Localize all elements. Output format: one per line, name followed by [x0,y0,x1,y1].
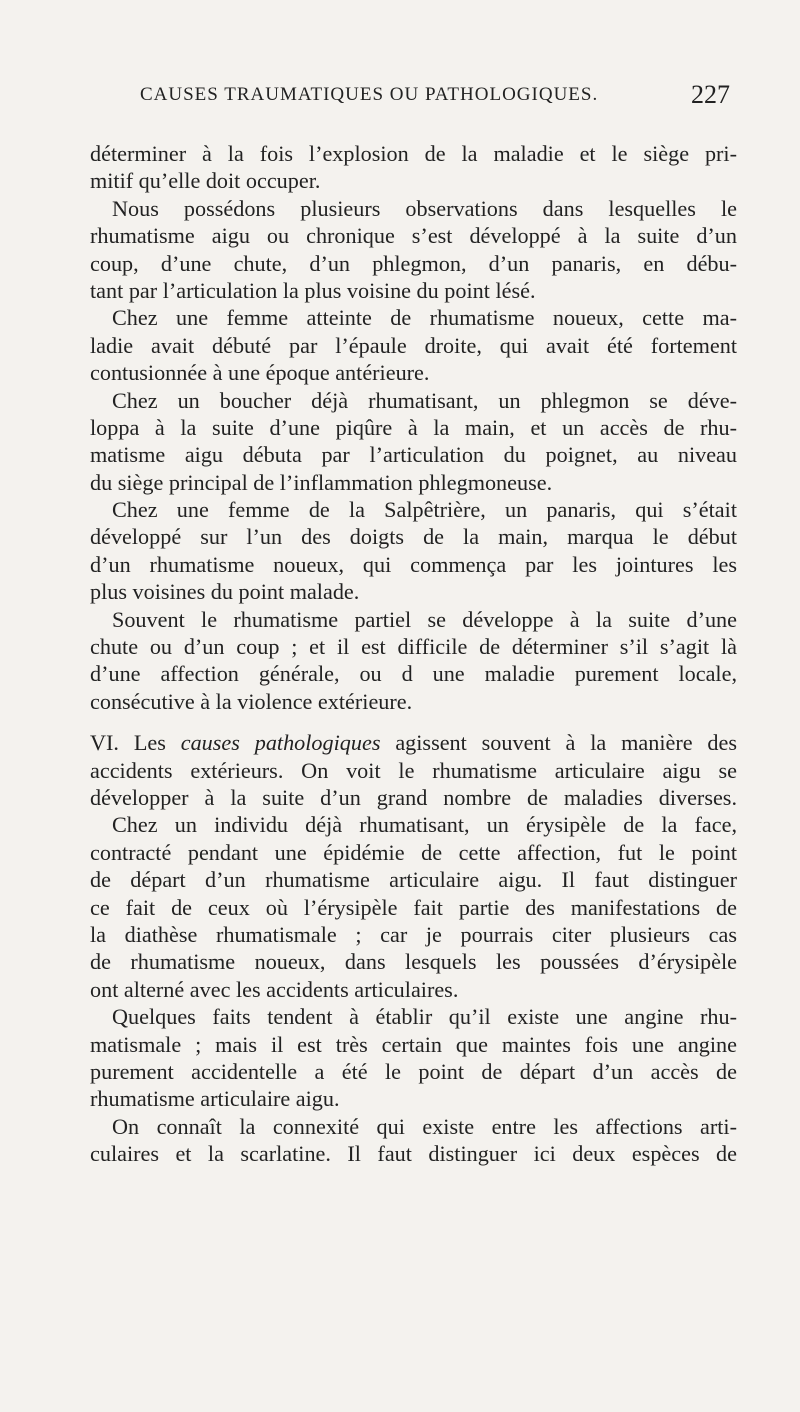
text-line: Chez une femme de la Salpêtrière, un panaris, qui s’était [112,497,737,523]
text-line: d’un rhumatisme noueux, qui commença par les jointures les [90,551,737,577]
text-line: de départ d’un rhumatisme articulaire aigu. Il faut distinguer [90,867,737,893]
text-line: Chez une femme atteinte de rhumatisme noueux, cette ma- [112,305,737,331]
text-line: déterminer à la fois l’explosion de la maladie et le siège pri- [90,141,737,166]
text-line: contusionnée à une époque antérieure. [90,360,430,386]
text-line: Quelques faits tendent à établir qu’il existe une angine rhu- [112,1004,737,1030]
italic-phrase: causes pathologiques [180,730,381,756]
text-line: développé sur l’un des doigts de la main, marqua le début [90,524,737,550]
text-line: contracté pendant une épidémie de cette affection, fut le point [90,839,737,865]
page-number: 227 [691,80,730,109]
text-line: coup, d’une chute, d’un phlegmon, d’un panaris, en débu- [90,250,737,276]
text-line: tant par l’articulation la plus voisine du point lésé. [90,277,536,303]
text-line: Souvent le rhumatisme partiel se développe à la suite d’une [112,606,737,632]
text-line: loppa à la suite d’une piqûre à la main, et un accès de rhu- [90,414,737,440]
text-line: ce fait de ceux où l’érysipèle fait partie des manifestations de [90,894,737,920]
text-line: Nous possédons plusieurs observations dans lesquelles le [112,195,737,221]
body-text [90,140,737,1167]
text-line: On connaît la connexité qui existe entre les affections arti- [112,1113,737,1139]
text-line: consécutive à la violence extérieure. [90,688,413,714]
text-line: purement accidentelle a été le point de départ d’un accès de [90,1058,737,1084]
text-line: rhumatisme articulaire aigu. [90,1086,340,1112]
text-line: culaires et la scarlatine. Il faut distinguer ici deux espèces de [90,1141,737,1167]
text-line: du siège principal de l’inflammation phlegmoneuse. [90,469,553,495]
page-header [90,80,730,114]
section-numeral: VI. Les [90,730,181,756]
text-line: rhumatisme aigu ou chronique s’est développé à la suite d’un [90,223,737,249]
text-line: développer à la suite d’un grand nombre de maladies diverses. [90,784,737,810]
text-line: chute ou d’un coup ; et il est difficile de déterminer s’il s’agit là [90,634,737,660]
text-line: ont alterné avec les accidents articulaires. [90,976,459,1002]
text-line: mitif qu’elle doit occuper. [90,168,321,194]
paragraph-gap [90,715,737,729]
text-line: Chez un individu déjà rhumatisant, un érysipèle de la face, [112,812,737,838]
text-line: la diathèse rhumatismale ; car je pourrais citer plusieurs cas [90,921,737,947]
text-line: ladie avait débuté par l’épaule droite, qui avait été fortement [90,332,737,358]
first-line-rest: agissent souvent à la manière des [380,730,738,756]
text-line: Chez un boucher déjà rhumatisant, un phlegmon se déve- [112,387,737,413]
text-line: de rhumatisme noueux, dans lesquels les poussées d’érysipèle [90,949,737,975]
section-vi-first-line [90,729,737,756]
text-line: accidents extérieurs. On voit le rhumatisme articulaire aigu se [90,757,737,783]
text-line: plus voisines du point malade. [90,579,360,605]
running-title: CAUSES TRAUMATIQUES OU PATHOLOGIQUES. [140,84,599,105]
text-line: matismale ; mais il est très certain que maintes fois une angine [90,1031,737,1057]
text-line: d’une affection générale, ou d une maladie purement locale, [90,661,737,687]
text-line: matisme aigu débuta par l’articulation du poignet, au niveau [90,442,737,468]
